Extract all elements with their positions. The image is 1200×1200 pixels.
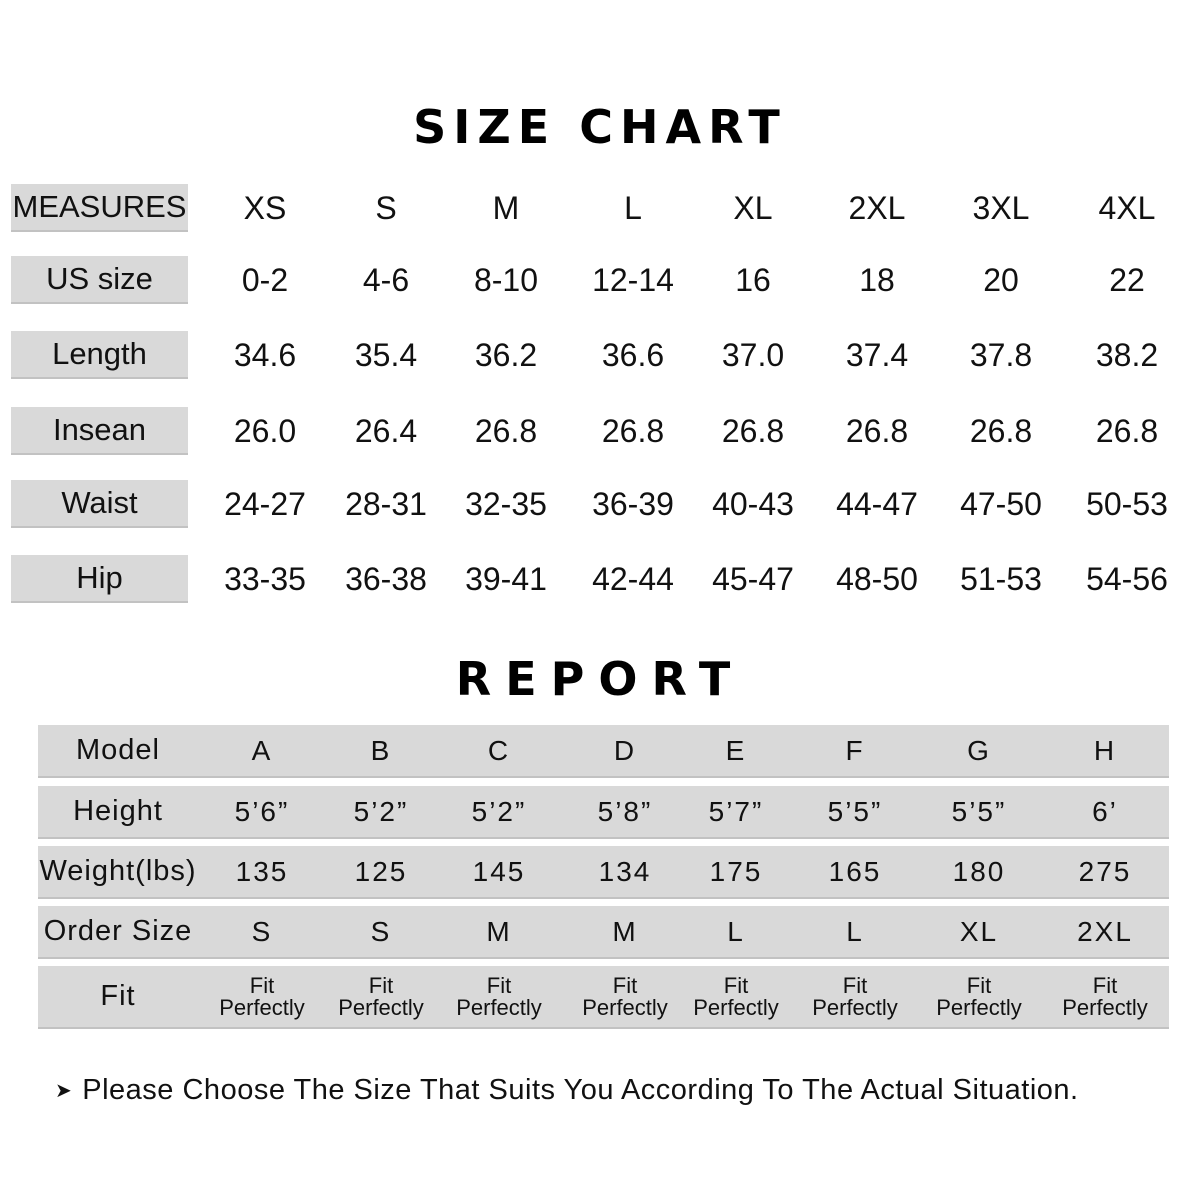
fit-cell <box>437 966 561 1027</box>
row-label: US size <box>11 256 188 304</box>
table-cell: 6’ <box>1092 795 1118 827</box>
table-cell: M <box>486 915 512 947</box>
table-row <box>0 256 1200 304</box>
row-label: Order Size <box>43 915 193 947</box>
table-cell: 145 <box>472 855 526 887</box>
fit-word: Perfectly <box>812 994 898 1020</box>
table-cell: 26.4 <box>354 412 418 449</box>
table-cell: M <box>492 189 520 226</box>
table-cell: C <box>487 734 511 766</box>
table-cell: 175 <box>709 855 763 887</box>
table-cell: 54-56 <box>1086 560 1168 597</box>
table-row <box>0 331 1200 379</box>
table-cell: H <box>1093 734 1117 766</box>
table-cell: 125 <box>354 855 408 887</box>
fit-word: Perfectly <box>693 994 779 1020</box>
table-cell: 5’5” <box>827 795 883 827</box>
table-cell: S <box>370 915 392 947</box>
row-label: Fit <box>100 980 136 1012</box>
table-cell: 37.0 <box>721 336 785 373</box>
table-cell: 37.4 <box>845 336 909 373</box>
table-cell: 5’7” <box>708 795 764 827</box>
table-cell: 26.8 <box>845 412 909 449</box>
table-cell: 36.6 <box>601 336 665 373</box>
table-cell: 22 <box>1109 261 1145 298</box>
table-cell: 26.8 <box>1095 412 1159 449</box>
table-row <box>38 906 1169 959</box>
table-cell: 26.8 <box>601 412 665 449</box>
row-label: Weight(lbs) <box>39 855 197 887</box>
table-cell: 36-38 <box>345 560 427 597</box>
table-cell: 36-39 <box>592 485 674 522</box>
table-row <box>38 846 1169 899</box>
table-cell: 16 <box>735 261 771 298</box>
row-label: Insean <box>11 407 188 455</box>
size-chart-title: SIZE CHART <box>413 100 787 154</box>
table-cell: 47-50 <box>960 485 1042 522</box>
fit-word: Perfectly <box>1062 994 1148 1020</box>
table-cell: 38.2 <box>1095 336 1159 373</box>
table-cell: B <box>370 734 392 766</box>
table-cell: 5’2” <box>353 795 409 827</box>
table-cell: 39-41 <box>465 560 547 597</box>
fit-cell <box>674 966 798 1027</box>
report-title: REPORT <box>455 652 745 706</box>
table-cell: 3XL <box>972 189 1030 226</box>
fit-word: Fit <box>486 972 512 998</box>
table-cell: 26.8 <box>721 412 785 449</box>
fit-cell <box>200 966 324 1027</box>
table-cell: XL <box>959 915 999 947</box>
table-cell: 35.4 <box>354 336 418 373</box>
table-cell: S <box>375 189 397 226</box>
table-cell: 26.8 <box>969 412 1033 449</box>
size-header-row <box>0 184 1200 232</box>
fit-word: Perfectly <box>219 994 305 1020</box>
table-cell: 135 <box>235 855 289 887</box>
table-cell: 12-14 <box>592 261 674 298</box>
table-cell: D <box>613 734 637 766</box>
table-cell: 5’8” <box>597 795 653 827</box>
table-cell: 5’6” <box>234 795 290 827</box>
table-cell: XS <box>243 189 287 226</box>
table-cell: 28-31 <box>345 485 427 522</box>
row-label: Hip <box>11 555 188 603</box>
fit-cell <box>1043 966 1167 1027</box>
table-cell: S <box>251 915 273 947</box>
row-label: Height <box>73 795 163 827</box>
table-cell: E <box>725 734 747 766</box>
fit-word: Perfectly <box>338 994 424 1020</box>
fit-word: Fit <box>249 972 275 998</box>
table-cell: 20 <box>983 261 1019 298</box>
table-cell: 26.0 <box>233 412 297 449</box>
fit-word: Fit <box>612 972 638 998</box>
table-cell: XL <box>733 189 773 226</box>
table-cell: L <box>727 915 745 947</box>
table-cell: 51-53 <box>960 560 1042 597</box>
size-advice-note <box>55 1070 1079 1110</box>
fit-word: Fit <box>723 972 749 998</box>
table-cell: 34.6 <box>233 336 297 373</box>
table-row <box>38 725 1169 778</box>
table-cell: M <box>612 915 638 947</box>
table-cell: 36.2 <box>474 336 538 373</box>
fit-word: Fit <box>842 972 868 998</box>
row-label: Length <box>11 331 188 379</box>
fit-word: Perfectly <box>936 994 1022 1020</box>
fit-word: Fit <box>368 972 394 998</box>
fit-word: Fit <box>966 972 992 998</box>
table-cell: A <box>251 734 273 766</box>
table-cell: F <box>845 734 865 766</box>
note-text: Please Choose The Size That Suits You According To The Actual Situation. <box>82 1073 1079 1106</box>
table-cell: G <box>967 734 991 766</box>
fit-word: Fit <box>1092 972 1118 998</box>
table-cell: 37.8 <box>969 336 1033 373</box>
table-cell: 24-27 <box>224 485 306 522</box>
table-cell: 275 <box>1078 855 1132 887</box>
table-cell: 5’5” <box>951 795 1007 827</box>
table-cell: 134 <box>598 855 652 887</box>
table-cell: 26.8 <box>474 412 538 449</box>
fit-word: Perfectly <box>456 994 542 1020</box>
table-cell: 18 <box>859 261 895 298</box>
fit-cell <box>793 966 917 1027</box>
row-label: Waist <box>11 480 188 528</box>
row-label: Model <box>76 734 160 766</box>
table-cell: 50-53 <box>1086 485 1168 522</box>
fit-cell <box>319 966 443 1027</box>
table-row <box>38 786 1169 839</box>
table-cell: 0-2 <box>241 261 289 298</box>
table-cell: 180 <box>952 855 1006 887</box>
fit-cell <box>563 966 687 1027</box>
row-label: MEASURES <box>11 184 188 232</box>
table-cell: 33-35 <box>224 560 306 597</box>
table-cell: 2XL <box>848 189 906 226</box>
table-cell: 40-43 <box>712 485 794 522</box>
fit-word: Perfectly <box>582 994 668 1020</box>
table-row <box>0 480 1200 528</box>
table-cell: 42-44 <box>592 560 674 597</box>
table-cell: 5’2” <box>471 795 527 827</box>
table-cell: 32-35 <box>465 485 547 522</box>
table-cell: L <box>846 915 864 947</box>
table-row <box>0 555 1200 603</box>
fit-cell <box>917 966 1041 1027</box>
table-cell: 8-10 <box>473 261 539 298</box>
table-cell: 4XL <box>1098 189 1156 226</box>
table-cell: 45-47 <box>712 560 794 597</box>
table-cell: 4-6 <box>362 261 410 298</box>
table-cell: 165 <box>828 855 882 887</box>
table-row <box>0 407 1200 455</box>
table-cell: 2XL <box>1077 915 1133 947</box>
table-cell: 44-47 <box>836 485 918 522</box>
arrow-right-icon: ➤ <box>55 1079 73 1102</box>
fit-row <box>38 966 1169 1029</box>
table-cell: L <box>624 189 642 226</box>
table-cell: 48-50 <box>836 560 918 597</box>
